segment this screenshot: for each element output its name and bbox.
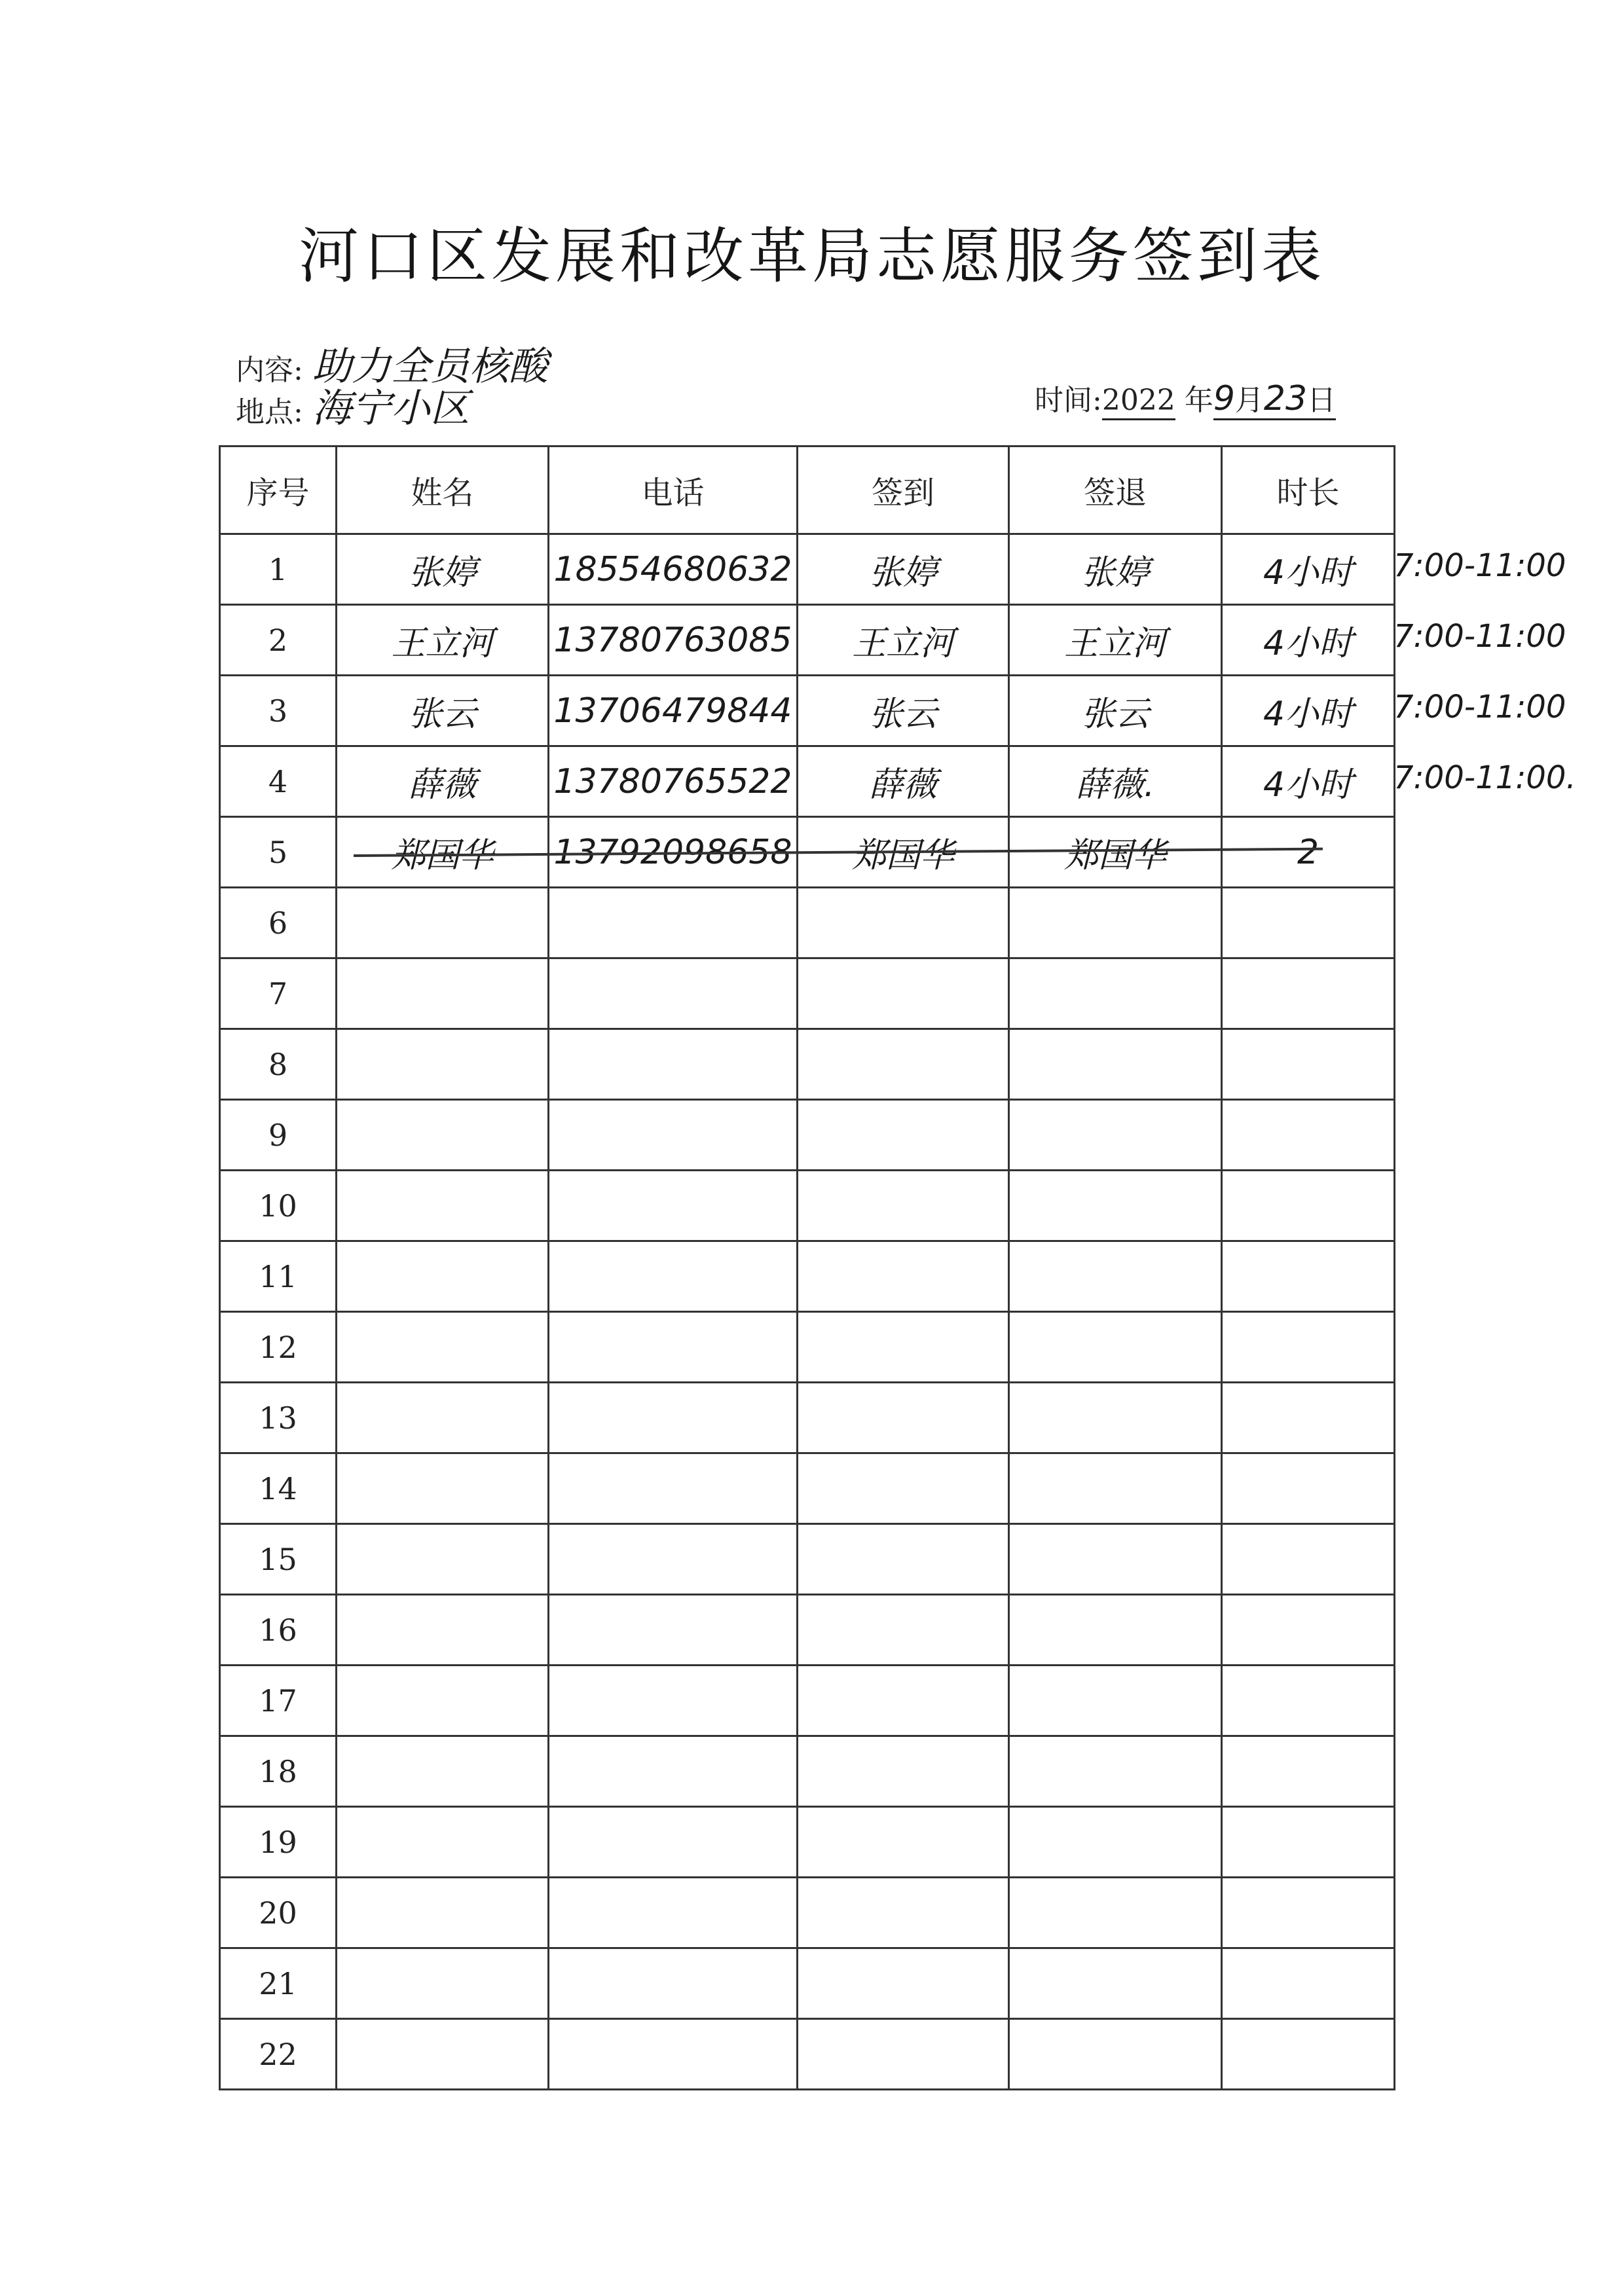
cell-sign-in [798, 1948, 1009, 2019]
cell-phone [549, 1948, 798, 2019]
cell-sign-out [1009, 1807, 1222, 1878]
cell-name [337, 2019, 549, 2090]
cell-no: 20 [220, 1878, 337, 1948]
cell-no: 21 [220, 1948, 337, 2019]
cell-name [337, 1807, 549, 1878]
cell-phone [549, 1312, 798, 1383]
col-header-no: 序号 [220, 446, 337, 534]
cell-duration [1222, 2019, 1395, 2090]
cell-duration [1222, 1171, 1395, 1241]
table-row [220, 1171, 1395, 1241]
cell-phone: 13780765522 [549, 746, 798, 817]
day-value: 23 [1263, 379, 1308, 418]
cell-no: 5 [220, 817, 337, 888]
cell-phone [549, 2019, 798, 2090]
cell-sign-in: 张云 [798, 676, 1009, 746]
table-row [220, 1948, 1395, 2019]
cell-phone [549, 1595, 798, 1666]
cell-name [337, 1666, 549, 1736]
table-row [220, 605, 1395, 676]
cell-sign-out [1009, 1666, 1222, 1736]
cell-phone: 13706479844 [549, 676, 798, 746]
cell-sign-out [1009, 1948, 1222, 2019]
cell-no: 10 [220, 1171, 337, 1241]
cell-duration [1222, 958, 1395, 1029]
sign-in-table [219, 445, 1395, 2090]
table-row [220, 1666, 1395, 1736]
cell-name [337, 1453, 549, 1524]
cell-name [337, 1524, 549, 1595]
cell-no: 22 [220, 2019, 337, 2090]
cell-name [337, 1878, 549, 1948]
table-row [220, 534, 1395, 605]
place-line [236, 377, 470, 433]
table-row [220, 1312, 1395, 1383]
cell-sign-in [798, 1312, 1009, 1383]
day-suffix: 日 [1307, 384, 1337, 417]
cell-sign-out [1009, 1878, 1222, 1948]
table-row [220, 746, 1395, 817]
cell-no: 11 [220, 1241, 337, 1312]
table-row [220, 1595, 1395, 1666]
cell-duration: 2 [1222, 817, 1395, 888]
cell-sign-in [798, 1383, 1009, 1453]
cell-name [337, 1948, 549, 2019]
cell-phone: 13792098658 [549, 817, 798, 888]
cell-duration [1222, 1100, 1395, 1171]
time-range-note: 7:00-11:00 [1393, 689, 1566, 725]
cell-sign-out: 张婷 [1009, 534, 1222, 605]
table-row [220, 1241, 1395, 1312]
col-header-phone: 电话 [549, 446, 798, 534]
cell-sign-out: 郑国华 [1009, 817, 1222, 888]
cell-sign-in [798, 1878, 1009, 1948]
content-value: 助力全员核酸 [312, 344, 548, 390]
cell-sign-in [798, 1524, 1009, 1595]
cell-no: 8 [220, 1029, 337, 1100]
time-range-note: 7:00-11:00 [1393, 547, 1566, 584]
cell-sign-in [798, 1241, 1009, 1312]
cell-sign-in [798, 888, 1009, 958]
cell-sign-in [798, 1453, 1009, 1524]
table-row [220, 1736, 1395, 1807]
cell-sign-out [1009, 958, 1222, 1029]
cell-name: 薛薇 [337, 746, 549, 817]
cell-name [337, 888, 549, 958]
time-range-note: 7:00-11:00. [1393, 759, 1576, 796]
cell-no: 1 [220, 534, 337, 605]
cell-duration: 4小时 [1222, 534, 1395, 605]
cell-sign-out: 薛薇. [1009, 746, 1222, 817]
cell-phone [549, 958, 798, 1029]
cell-sign-out [1009, 1595, 1222, 1666]
cell-no: 7 [220, 958, 337, 1029]
header-row [220, 446, 1395, 534]
cell-phone [549, 1524, 798, 1595]
col-header-sign-in: 签到 [798, 446, 1009, 534]
year-suffix: 年 [1184, 384, 1213, 417]
cell-duration [1222, 1241, 1395, 1312]
cell-name: 张云 [337, 676, 549, 746]
cell-sign-in [798, 1171, 1009, 1241]
cell-sign-out [1009, 1171, 1222, 1241]
cell-name [337, 1595, 549, 1666]
cell-no: 9 [220, 1100, 337, 1171]
cell-phone [549, 888, 798, 958]
cell-sign-in [798, 1595, 1009, 1666]
place-value: 海宁小区 [312, 386, 470, 431]
cell-sign-in [798, 958, 1009, 1029]
cell-name: 王立河 [337, 605, 549, 676]
cell-no: 12 [220, 1312, 337, 1383]
cell-phone [549, 1383, 798, 1453]
table-row [220, 1524, 1395, 1595]
cell-sign-out [1009, 2019, 1222, 2090]
cell-no: 19 [220, 1807, 337, 1878]
cell-phone [549, 1029, 798, 1100]
table-row [220, 1453, 1395, 1524]
cell-duration [1222, 1312, 1395, 1383]
table-row [220, 1100, 1395, 1171]
cell-sign-out [1009, 1029, 1222, 1100]
cell-no: 2 [220, 605, 337, 676]
cell-sign-out [1009, 1453, 1222, 1524]
cell-sign-in: 郑国华 [798, 817, 1009, 888]
cell-name [337, 1383, 549, 1453]
form-title: 河口区发展和改革局志愿服务签到表 [298, 221, 1325, 291]
cell-duration [1222, 1383, 1395, 1453]
cell-phone [549, 1453, 798, 1524]
table-row [220, 1029, 1395, 1100]
cell-no: 14 [220, 1453, 337, 1524]
cell-no: 4 [220, 746, 337, 817]
cell-sign-in: 张婷 [798, 534, 1009, 605]
cell-duration [1222, 1878, 1395, 1948]
table-row [220, 1878, 1395, 1948]
table-row [220, 888, 1395, 958]
cell-phone [549, 1241, 798, 1312]
cell-duration: 4小时 [1222, 605, 1395, 676]
col-header-name: 姓名 [337, 446, 549, 534]
date-line [1035, 376, 1336, 418]
time-range-note: 7:00-11:00 [1393, 618, 1566, 655]
cell-duration [1222, 1948, 1395, 2019]
time-label: 时间: [1035, 384, 1102, 417]
cell-sign-out [1009, 1312, 1222, 1383]
cell-no: 17 [220, 1666, 337, 1736]
cell-duration [1222, 1666, 1395, 1736]
cell-duration [1222, 1029, 1395, 1100]
cell-phone [549, 1666, 798, 1736]
cell-sign-out [1009, 1736, 1222, 1807]
cell-sign-out: 张云 [1009, 676, 1222, 746]
cell-phone [549, 1736, 798, 1807]
cell-no: 3 [220, 676, 337, 746]
cell-sign-in [798, 1666, 1009, 1736]
cell-name [337, 1100, 549, 1171]
cell-name: 张婷 [337, 534, 549, 605]
cell-sign-in [798, 1100, 1009, 1171]
cell-sign-in: 王立河 [798, 605, 1009, 676]
cell-duration: 4小时 [1222, 676, 1395, 746]
cell-phone [549, 1807, 798, 1878]
cell-no: 15 [220, 1524, 337, 1595]
cell-no: 13 [220, 1383, 337, 1453]
content-label: 内容: [236, 354, 303, 387]
cell-sign-out [1009, 1524, 1222, 1595]
cell-sign-in [798, 1029, 1009, 1100]
table-row [220, 958, 1395, 1029]
cell-phone [549, 1100, 798, 1171]
table-row [220, 676, 1395, 746]
col-header-sign-out: 签退 [1009, 446, 1222, 534]
cell-phone: 18554680632 [549, 534, 798, 605]
cell-sign-out [1009, 1100, 1222, 1171]
cell-sign-in [798, 2019, 1009, 2090]
cell-duration [1222, 1595, 1395, 1666]
cell-name: 郑国华 [337, 817, 549, 888]
cell-name [337, 1029, 549, 1100]
place-label: 地点: [236, 395, 303, 429]
cell-duration: 4小时 [1222, 746, 1395, 817]
cell-name [337, 1241, 549, 1312]
cell-no: 6 [220, 888, 337, 958]
table-row [220, 1383, 1395, 1453]
cell-phone [549, 1878, 798, 1948]
cell-duration [1222, 1736, 1395, 1807]
cell-sign-out [1009, 888, 1222, 958]
table-row [220, 1807, 1395, 1878]
cell-duration [1222, 1524, 1395, 1595]
cell-name [337, 1312, 549, 1383]
cell-name [337, 1736, 549, 1807]
cell-sign-out [1009, 1241, 1222, 1312]
cell-no: 18 [220, 1736, 337, 1807]
cell-duration [1222, 1807, 1395, 1878]
cell-sign-in [798, 1736, 1009, 1807]
month-value: 9 [1213, 379, 1235, 418]
table-row [220, 2019, 1395, 2090]
year-value: 2022 [1102, 384, 1175, 420]
cell-sign-in [798, 1807, 1009, 1878]
cell-name [337, 1171, 549, 1241]
cell-phone: 13780763085 [549, 605, 798, 676]
cell-sign-in: 薛薇 [798, 746, 1009, 817]
cell-sign-out [1009, 1383, 1222, 1453]
col-header-duration: 时长 [1222, 446, 1395, 534]
cell-no: 16 [220, 1595, 337, 1666]
cell-duration [1222, 1453, 1395, 1524]
cell-name [337, 958, 549, 1029]
month-suffix: 月 [1234, 384, 1264, 417]
cell-phone [549, 1171, 798, 1241]
cell-sign-out: 王立河 [1009, 605, 1222, 676]
cell-duration [1222, 888, 1395, 958]
